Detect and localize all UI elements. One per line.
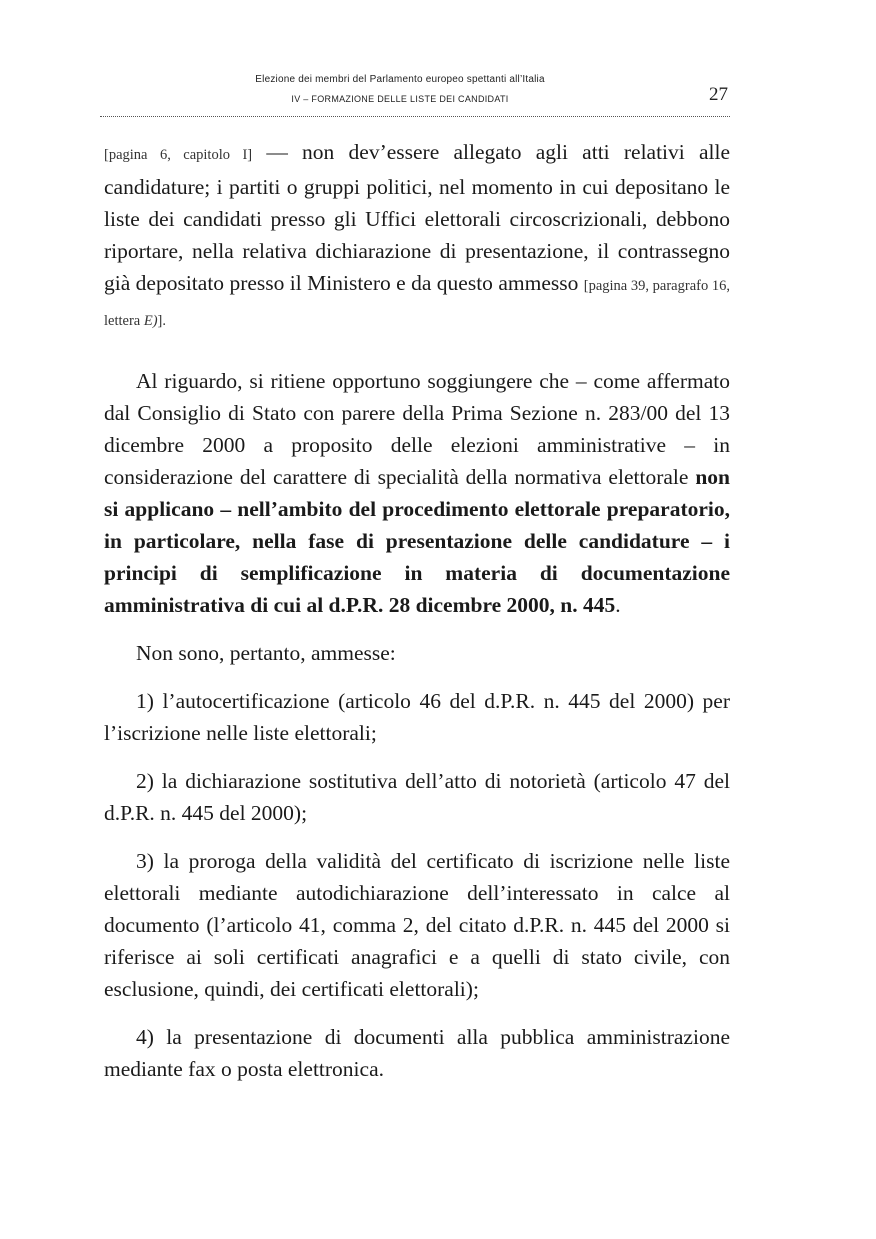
header-subtitle: IV – FORMAZIONE DELLE LISTE DEI CANDIDATI [291, 94, 509, 104]
reference-text: [pagina 39, paragrafo 16, lettera [104, 278, 730, 329]
page-body [104, 136, 730, 1085]
paragraph-continuation [104, 136, 730, 337]
reference-end: ]. [157, 313, 167, 329]
reference-letter: E) [143, 313, 158, 329]
paragraph-text: — non dev’essere allegato agli atti relativi alle candidature; i partiti o gruppi politici, nel momento in cui depositano le liste dei candidati presso gli Uffici elettorali circoscrizionali, debbono riportare, nella relativa dichiarazione di presentazione, il contrassegno già depositato presso il Ministero e da questo ammesso [104, 140, 730, 295]
list-item: 4) la presentazione di documenti alla pubblica amministrazione mediante fax o posta elettronica. [104, 1025, 730, 1081]
header-title: Elezione dei membri del Parlamento europeo spettanti all’Italia [255, 74, 545, 85]
list-item: 2) la dichiarazione sostitutiva dell’atto di notorietà (articolo 47 del d.P.R. n. 445 del 2000); [104, 769, 730, 825]
running-header [100, 72, 730, 117]
reference-note: [pagina 6, capitolo I] [104, 147, 253, 163]
paragraph-end: . [615, 593, 621, 617]
list-item: 3) la proroga della validità del certificato di iscrizione nelle liste elettorali mediante autodichiarazione dell’interessato in calce al documento (l’articolo 41, comma 2, del citato d.P.R. n. 445 del 2000 si riferisce ai soli certificati anagrafici e a quelli di stato civile, con esclusione, quindi, dei certificati elettorali); [104, 849, 730, 1001]
paragraph-riguardo [104, 365, 730, 621]
paragraph-non-ammesse: Non sono, pertanto, ammesse: [136, 641, 396, 665]
page-number: 27 [709, 84, 728, 105]
list-item: 1) l’autocertificazione (articolo 46 del d.P.R. n. 445 del 2000) per l’iscrizione nelle liste elettorali; [104, 689, 730, 745]
paragraph-text: Al riguardo, si ritiene opportuno soggiungere che – come affermato dal Consiglio di Stato con parere della Prima Sezione n. 283/00 del 13 dicembre 2000 a proposito delle elezioni amministrative – in considerazione del carattere di specialità della normativa elettorale [104, 369, 730, 489]
paragraph-bold-text: non si applicano – nell’ambito del procedimento elettorale preparatorio, in particolare, nella fase di presentazione delle candidature – i principi di semplificazione in materia di documentazione amministrativa di cui al d.P.R. 28 dicembre 2000, n. 445 [104, 465, 730, 617]
